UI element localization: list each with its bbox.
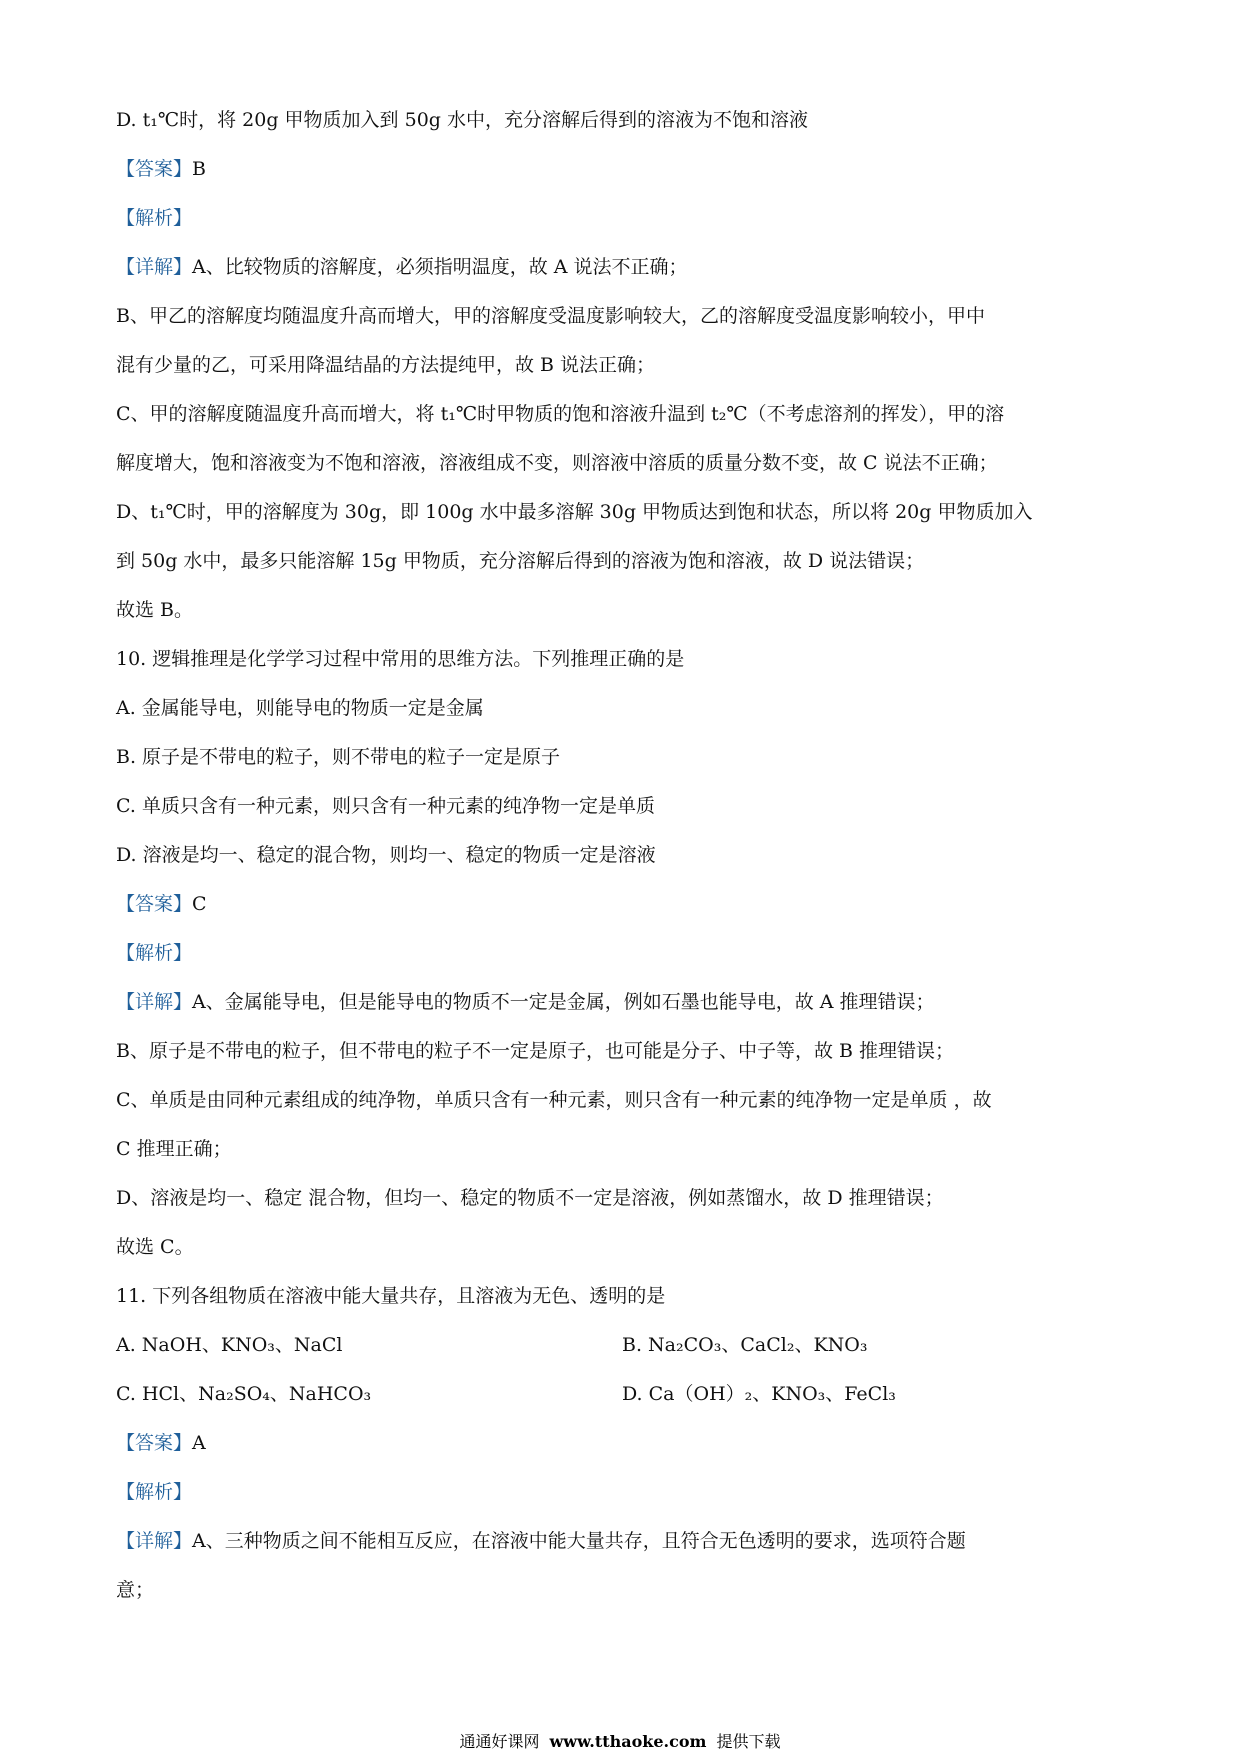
q9-detail-line: 故选 B。	[116, 599, 194, 621]
q10-option-d: D. 溶液是均一、稳定的混合物，则均一、稳定的物质一定是溶液	[116, 844, 656, 866]
q11-detail-line: 意；	[116, 1579, 155, 1601]
q9-detail-line: 【详解】A、比较物质的溶解度，必须指明温度，故 A 说法不正确；	[116, 256, 688, 278]
q11-stem: 11. 下列各组物质在溶液中能大量共存，且溶液为无色、透明的是	[116, 1285, 666, 1307]
footer-site-link[interactable]: www.tthaoke.com	[549, 1732, 707, 1751]
q10-detail-line: D、溶液是均一、稳定 混合物，但均一、稳定的物质不一定是溶液，例如蒸馏水，故 D 推理错误；	[116, 1187, 944, 1209]
q11-option-b: B. Na₂CO₃、CaCl₂、KNO₃	[622, 1334, 868, 1356]
page-footer	[0, 1733, 1240, 1751]
q10-detail-line: C 推理正确；	[116, 1138, 232, 1160]
q11-option-d: D. Ca（OH）₂、KNO₃、FeCl₃	[622, 1383, 896, 1405]
q11-option-a: A. NaOH、KNO₃、NaCl	[116, 1334, 343, 1356]
footer-brand: 通通好课网	[459, 1732, 540, 1751]
q10-option-b: B. 原子是不带电的粒子，则不带电的粒子一定是原子	[116, 746, 561, 768]
answer-tag: 【答案】	[116, 1432, 193, 1454]
q9-answer-row	[116, 157, 206, 181]
q11-detail-line: 【详解】A、三种物质之间不能相互反应，在溶液中能大量共存，且符合无色透明的要求，选项符合题	[116, 1530, 966, 1552]
q10-option-a: A. 金属能导电，则能导电的物质一定是金属	[116, 697, 484, 719]
q10-detail-line: 故选 C。	[116, 1236, 194, 1258]
q9-detail-line: 解度增大，饱和溶液变为不饱和溶液，溶液组成不变，则溶液中溶质的质量分数不变，故 C 说法不正确；	[116, 452, 998, 474]
q10-detail-line: C、单质是由同种元素组成的纯净物，单质只含有一种元素，则只含有一种元素的纯净物一定是单质 ，故	[116, 1089, 992, 1111]
q9-detail-line: C、甲的溶解度随温度升高而增大，将 t₁℃时甲物质的饱和溶液升温到 t₂℃（不考虑溶剂的挥发），甲的溶	[116, 403, 1005, 425]
answer-value: B	[192, 158, 206, 180]
q10-analysis-tag: 【解析】	[116, 942, 193, 964]
q10-detail-line: 【详解】A、金属能导电，但是能导电的物质不一定是金属，例如石墨也能导电，故 A 推理错误；	[116, 991, 935, 1013]
q10-detail-line: B、原子是不带电的粒子，但不带电的粒子不一定是原子，也可能是分子、中子等，故 B 推理错误；	[116, 1040, 955, 1062]
answer-tag: 【答案】	[116, 893, 193, 915]
q9-detail-line: 混有少量的乙，可采用降温结晶的方法提纯甲，故 B 说法正确；	[116, 354, 656, 376]
detail-tag: 【详解】	[116, 991, 193, 1013]
q10-stem: 10. 逻辑推理是化学学习过程中常用的思维方法。下列推理正确的是	[116, 648, 685, 670]
q9-analysis-tag: 【解析】	[116, 207, 193, 229]
answer-value: C	[192, 893, 207, 915]
q11-analysis-tag: 【解析】	[116, 1481, 193, 1503]
footer-download-text: 提供下载	[716, 1732, 781, 1751]
q10-option-c: C. 单质只含有一种元素，则只含有一种元素的纯净物一定是单质	[116, 795, 655, 817]
q9-detail-line: D、t₁℃时，甲的溶解度为 30g，即 100g 水中最多溶解 30g 甲物质达到饱和状态，所以将 20g 甲物质加入	[116, 501, 1033, 523]
q11-option-c: C. HCl、Na₂SO₄、NaHCO₃	[116, 1383, 372, 1405]
q9-detail-line: B、甲乙的溶解度均随温度升高而增大，甲的溶解度受温度影响较大，乙的溶解度受温度影响较小，甲中	[116, 305, 985, 327]
detail-tag: 【详解】	[116, 256, 193, 278]
q9-detail-line: 到 50g 水中，最多只能溶解 15g 甲物质，充分溶解后得到的溶液为饱和溶液，故 D 说法错误；	[116, 550, 925, 572]
answer-value: A	[192, 1432, 206, 1454]
q9-option-d: D. t₁℃时，将 20g 甲物质加入到 50g 水中，充分溶解后得到的溶液为不饱和溶液	[116, 109, 808, 131]
q11-answer-row	[116, 1431, 206, 1455]
q10-answer-row	[116, 892, 207, 916]
answer-tag: 【答案】	[116, 158, 193, 180]
detail-tag: 【详解】	[116, 1530, 193, 1552]
